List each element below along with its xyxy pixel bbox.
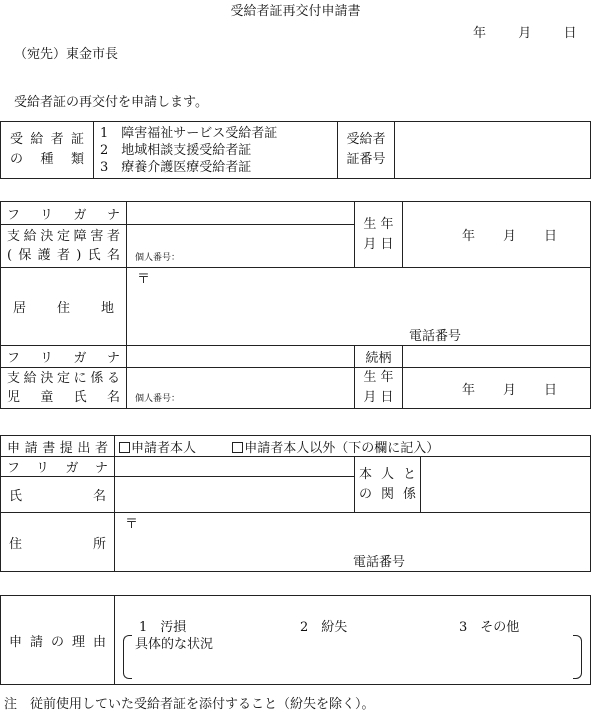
details-bracket-left [123,635,132,679]
reason-option[interactable]: 3 その他 [459,620,520,635]
certificate-type-option[interactable]: 3 療養介護医療受給者証 [100,159,252,175]
applicant-name-field[interactable] [127,225,355,268]
applicant-birth-label-1: 生 年 [363,216,394,232]
submitter-relation-label-2: の関係 [359,486,416,502]
child-birth-label [355,368,403,409]
option-self-label: 申請者本人 [131,440,197,456]
submitter-phone-label: 電話番号 [353,555,406,570]
details-bracket-right [573,635,582,679]
certificate-type-option[interactable]: 2 地域相談支援受給者証 [100,142,252,158]
applicant-birth-label-2: 月 日 [363,236,394,252]
reason-field[interactable] [115,596,591,685]
child-birth-year: 年 [461,382,475,398]
certificate-type-label [1,122,94,179]
child-birth-day: 日 [543,382,557,398]
address-field[interactable] [127,268,591,346]
submitter-postal-mark: 〒 [125,517,139,532]
submitter-options [115,436,591,457]
child-birth-date-field[interactable] [403,368,591,409]
child-birth-month: 月 [502,382,516,398]
relation-field[interactable] [403,346,591,368]
submitter-table [0,435,591,572]
child-birth-label-1: 生 年 [363,370,394,385]
submitter-name-label [1,477,115,513]
applicant-birth-date-field[interactable] [403,202,591,268]
applicant-furigana-field[interactable] [127,202,355,225]
certificate-type-table [0,121,591,179]
child-name-label [1,368,127,409]
submitter-label [1,436,115,457]
intro-text: 受給者証の再交付を申請します。 [14,95,208,110]
submitter-relation-label-1: 本人と [359,466,416,482]
details-label: 具体的な状況 [135,637,214,652]
submitter-address-field[interactable] [115,513,591,572]
child-furigana-label [1,346,127,368]
certificate-number-label-2: 証番号 [346,152,386,167]
date-year: 年 [473,26,487,41]
submitter-furigana-field[interactable] [115,457,355,477]
page-title: 受給者証再交付申請書 [230,4,361,19]
option-other-label: 申請者本人以外（下の欄に記入） [244,440,440,456]
submitter-relation-field[interactable] [421,457,591,513]
date-day: 日 [563,26,577,41]
birth-year: 年 [461,229,475,244]
relation-label: 続柄 [355,346,403,368]
child-name-field[interactable] [127,368,355,409]
applicant-name-label [1,225,127,268]
applicant-furigana-label [1,202,127,225]
phone-label: 電話番号 [409,329,462,344]
certificate-number-field[interactable] [395,122,591,179]
submitter-furigana-label [1,457,115,477]
submitter-address-label [1,513,115,572]
address-label-text: 居 住 地 [13,301,114,316]
applicant-table [0,201,591,409]
reason-option[interactable]: 2 紛失 [300,620,348,635]
reason-label-text: 申請の理由 [9,634,106,650]
postal-mark: 〒 [137,272,151,287]
applicant-birth-label [355,202,403,268]
certificate-type-options[interactable] [94,122,338,179]
applicant-mynumber-label: 個人番号： [135,253,181,263]
submitter-address-text: 住 所 [9,536,106,552]
birth-day: 日 [543,229,557,244]
applicant-name-label-2: (保護者)氏名 [7,248,120,263]
addressee: （宛先）東金市長 [14,47,119,62]
reason-label [1,596,115,685]
option-other-checkbox[interactable] [232,441,439,456]
child-name-label-1: 支給決定に係る [7,371,120,386]
reason-option[interactable]: 1 汚損 [139,620,187,635]
certificate-number-label [338,122,395,179]
child-furigana-text: フリガナ [7,351,120,366]
option-self-checkbox[interactable] [119,441,196,456]
certificate-type-label-1: 受 給 者 証 [10,132,84,147]
date-month: 月 [518,26,532,41]
birth-month: 月 [502,229,516,244]
child-name-label-2: 児童氏名 [7,390,120,405]
certificate-number-label-1: 受給者 [346,132,386,147]
child-mynumber-label: 個人番号： [135,394,181,404]
date-header [473,22,577,41]
submitter-relation-label [355,457,421,513]
address-label [1,268,127,346]
applicant-furigana-text: フリガナ [7,207,120,223]
note-text: 注 従前使用していた受給者証を添付すること（紛失を除く）。 [4,697,375,712]
submitter-name-text: 氏 名 [9,489,106,504]
submitter-name-field[interactable] [115,477,355,513]
applicant-name-label-1: 支給決定障害者 [7,229,120,244]
reason-table [0,595,591,685]
submitter-label-text: 申請書提出者 [7,440,108,456]
child-birth-label-2: 月 日 [363,390,394,405]
child-furigana-field[interactable] [127,346,355,368]
submitter-furigana-text: フリガナ [7,461,108,476]
certificate-type-label-2: の 種 類 [10,152,84,167]
certificate-type-option[interactable]: 1 障害福祉サービス受給者証 [100,125,278,141]
